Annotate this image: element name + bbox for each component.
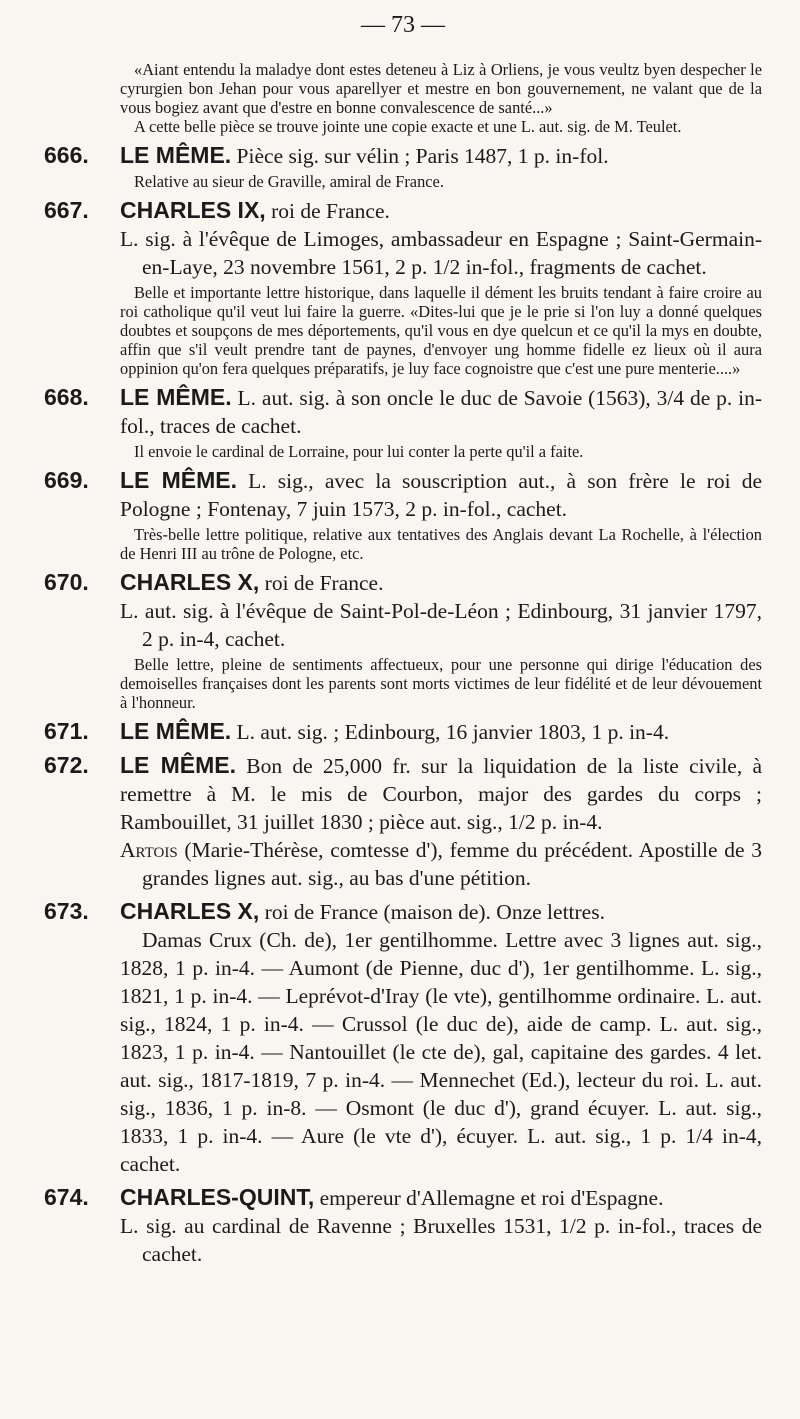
entry-name: CHARLES-QUINT, (120, 1184, 315, 1210)
entry-number: 673. (44, 898, 89, 924)
page-number: — 73 — (361, 12, 445, 38)
entry-description: Belle et importante lettre historique, dans laquelle il dément les bruits tendant à faire croire au roi catholique qu'il veut lui faire la guerre. «Dites-lui que je le prie si l'on luy a donné quelques doubtes et soupçons de mes déportements, qu'il vous en dye quelcun et ce qu'il la mys en doubte, affin que s'il veult prendre tant de paynes, d'envoyer ung homme fidelle ez lieux où il aura oppinion qu'on fera quelques préparatifs, je luy face cognoistre que c'est une pure menterie....» (120, 283, 762, 378)
entry-text: L. sig., avec la souscription aut., à son frère le roi de Pologne ; Fontenay, 7 juin 1573, 2 p. in-fol., cachet. (120, 469, 763, 521)
intro-quote: «Aiant entendu la maladye dont estes deteneu à Liz à Orliens, je vous veultz byen despecher le cyrurgien bon Jehan pour vous aparellyer et mestre en bon gouvernement, ne valant que de la vous bogiez avant que d'estre en bonne convalescence de santé...» (120, 60, 762, 117)
intro-block (120, 60, 762, 136)
person-name: Artois (120, 838, 178, 862)
intro-note: A cette belle pièce se trouve jointe une copie exacte et une L. aut. sig. de M. Teulet. (134, 117, 682, 136)
entry-name: LE MÊME. (120, 718, 232, 744)
entry-heading (120, 568, 762, 597)
entry-heading (120, 717, 762, 746)
entry-text: Pièce sig. sur vélin ; Paris 1487, 1 p. in-fol. (231, 144, 609, 168)
entry-text: roi de France. (265, 199, 390, 223)
entry-666 (44, 141, 762, 191)
entry-name: CHARLES X, (120, 569, 260, 595)
entry-heading (120, 751, 762, 836)
entry-text: Bon de 25,000 fr. sur la liquidation de la liste civile, à remettre à M. le mis de Courbon, major des gardes du corps ; Rambouillet, 31 juillet 1830 ; pièce aut. sig., 1/2 p. in-4. (120, 754, 763, 834)
entry-text: roi de France (maison de). Onze lettres. (259, 900, 605, 924)
entry-heading (120, 383, 762, 440)
entry-heading (120, 466, 762, 523)
entry-name: LE MÊME. (120, 752, 237, 778)
entry-672 (44, 751, 762, 892)
entry-number: 668. (44, 384, 89, 410)
entry-text: roi de France. (259, 571, 384, 595)
entry-669 (44, 466, 762, 563)
entry-number: 669. (44, 467, 89, 493)
entry-description: Très-belle lettre politique, relative aux tentatives des Anglais devant La Rochelle, à l'élection de Henri III au trône de Pologne, etc. (120, 525, 762, 563)
entry-description: Belle lettre, pleine de sentiments affectueux, pour une personne qui dirige l'éducation des demoiselles françaises dont les parents sont morts victimes de leur fidélité et de leur dévouement à l'honneur. (120, 655, 762, 712)
entry-text: empereur d'Allemagne et roi d'Espagne. (314, 1186, 664, 1210)
entry-name: LE MÊME. (120, 467, 237, 493)
entry-number: 666. (44, 142, 89, 168)
entry-detail: L. aut. sig. à l'évêque de Saint-Pol-de-Léon ; Edinbourg, 31 janvier 1797, 2 p. in-4, cachet. (120, 599, 762, 651)
entry-heading (120, 141, 762, 170)
entry-number: 671. (44, 718, 89, 744)
entry-description: Il envoie le cardinal de Lorraine, pour lui conter la perte qu'il a faite. (134, 442, 584, 461)
entry-668 (44, 383, 762, 461)
entry-667 (44, 196, 762, 378)
entry-671 (44, 717, 762, 746)
entry-670 (44, 568, 762, 712)
entry-apostille (120, 836, 762, 892)
entry-description: Relative au sieur de Graville, amiral de France. (134, 172, 444, 191)
entry-name: LE MÊME. (120, 142, 232, 168)
entry-heading (120, 897, 762, 926)
entry-text: L. aut. sig. ; Edinbourg, 16 janvier 1803, 1 p. in-4. (231, 720, 670, 744)
entry-detail: L. sig. à l'évêque de Limoges, ambassadeur en Espagne ; Saint-Germain-en-Laye, 23 novembre 1561, 2 p. 1/2 in-fol., fragments de cachet. (120, 227, 762, 279)
entry-number: 674. (44, 1184, 89, 1210)
entry-heading (120, 1183, 762, 1212)
entry-name: LE MÊME. (120, 384, 232, 410)
entry-674 (44, 1183, 762, 1268)
entry-detail: L. sig. au cardinal de Ravenne ; Bruxelles 1531, 1/2 p. in-fol., traces de cachet. (120, 1214, 762, 1266)
entry-number: 672. (44, 752, 89, 778)
entry-heading (120, 196, 762, 225)
entry-number: 667. (44, 197, 89, 223)
entry-detail: Damas Crux (Ch. de), 1er gentilhomme. Lettre avec 3 lignes aut. sig., 1828, 1 p. in-4. — Aumont (de Pienne, duc d'), 1er gentilhomme. L. sig., 1821, 1 p. in-4. — Leprévot-d'Iray (le vte), gentilhomme ordinaire. L. aut. sig., 1824, 1 p. in-4. — Crussol (le duc de), aide de camp. L. aut. sig., 1823, 1 p. in-4. — Nantouillet (le cte de), gal, capitaine des gardes. 4 let. aut. sig., 1817-1819, 7 p. in-4. — Mennechet (Ed.), lecteur du roi. L. aut. sig., 1836, 1 p. in-8. — Osmont (le duc d'), grand écuyer. L. aut. sig., 1833, 1 p. in-4. — Aure (le vte d'), écuyer. L. aut. sig., 1 p. 1/4 in-4, cachet. (120, 928, 762, 1176)
entry-673 (44, 897, 762, 1178)
entry-text: L. aut. sig. à son oncle le duc de Savoie (1563), 3/4 de p. in-fol., traces de cachet. (120, 386, 763, 438)
entry-name: CHARLES IX, (120, 197, 266, 223)
entry-name: CHARLES X, (120, 898, 260, 924)
apostille-text: (Marie-Thérèse, comtesse d'), femme du précédent. Apostille de 3 grandes lignes aut. sig., au bas d'une pétition. (142, 838, 762, 890)
entry-number: 670. (44, 569, 89, 595)
